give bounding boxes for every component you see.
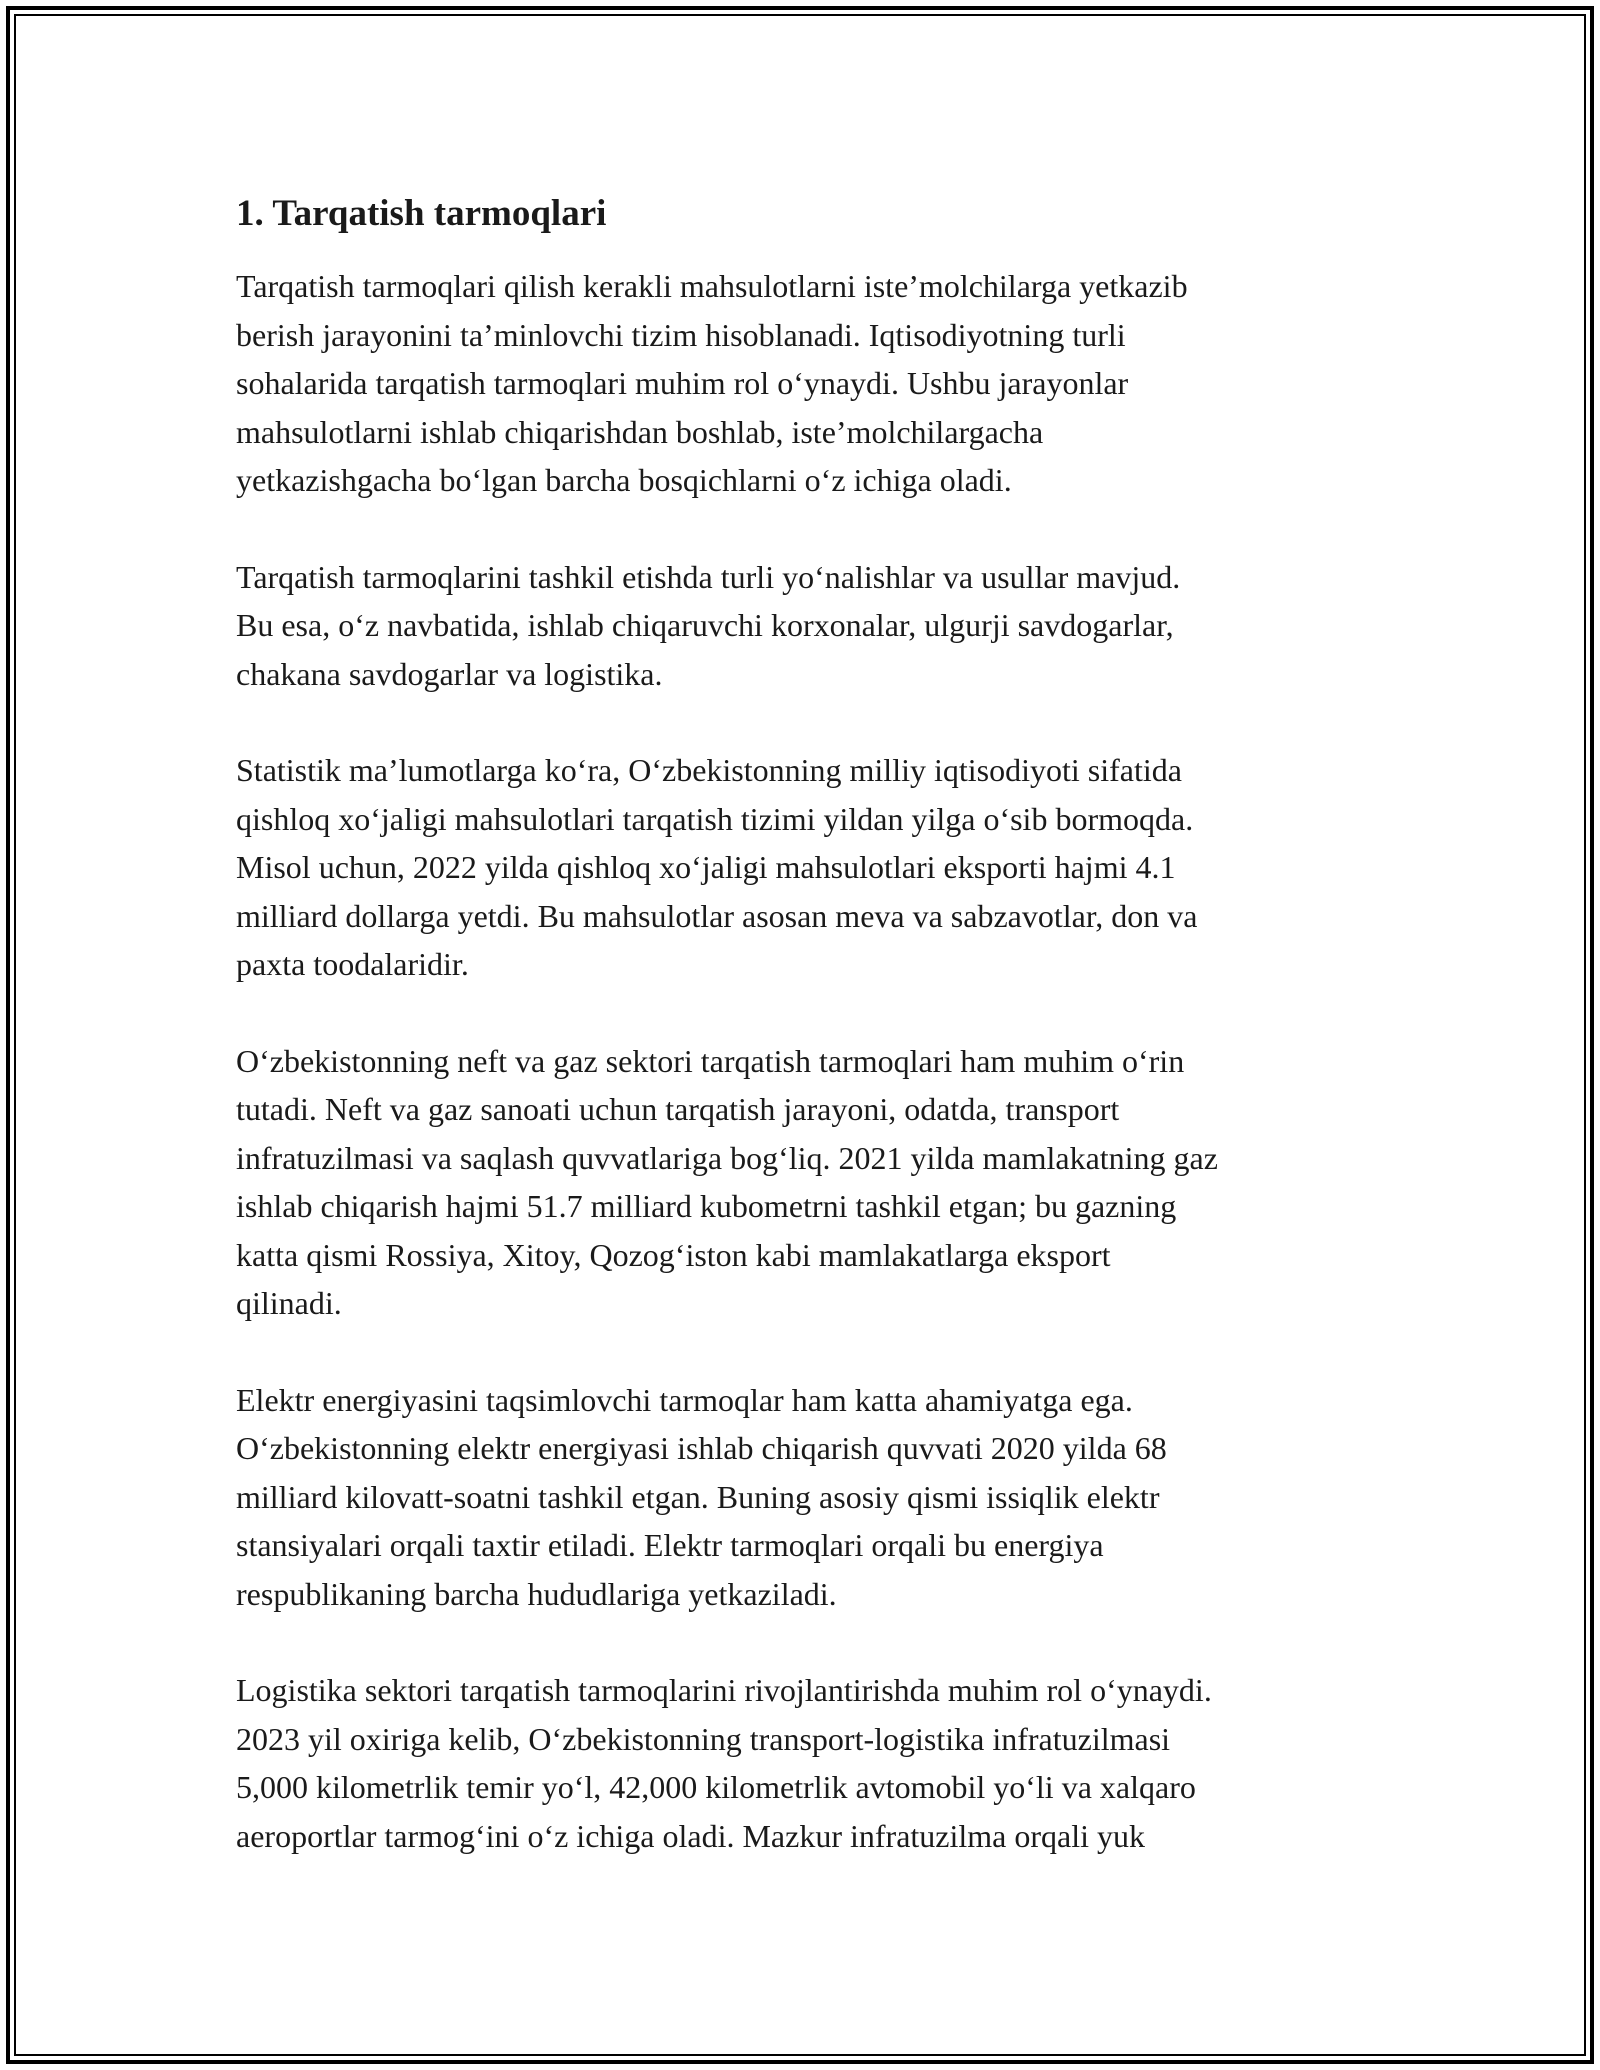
paragraph-4 xyxy=(236,1037,1366,1328)
text-line: milliard dollarga yetdi. Bu mahsulotlar asosan meva va sabzavotlar, don va xyxy=(236,897,1198,934)
text-line: Elektr energiyasini taqsimlovchi tarmoqlar ham katta ahamiyatga ega. xyxy=(236,1381,1133,1418)
text-line: Statistik ma’lumotlarga ko‘ra, O‘zbekistonning milliy iqtisodiyoti sifatida xyxy=(236,752,1182,788)
text-line: 5,000 kilometrlik temir yo‘l, 42,000 kilometrlik avtomobil yo‘li va xalqaro xyxy=(236,1769,1196,1805)
text-line: O‘zbekistonning neft va gaz sektori tarqatish tarmoqlari ham muhim o‘rin xyxy=(236,1042,1185,1079)
document-body xyxy=(236,262,1366,1860)
paragraph-5 xyxy=(236,1376,1366,1619)
text-line: qishloq xo‘jaligi mahsulotlari tarqatish tizimi yildan yilga o‘sib bormoqda. xyxy=(236,800,1194,837)
text-line: Tarqatish tarmoqlarini tashkil etishda turli yo‘nalishlar va usullar mavjud. xyxy=(236,558,1181,595)
text-line: Bu esa, o‘z navbatida, ishlab chiqaruvchi korxonalar, ulgurji savdogarlar, xyxy=(236,607,1174,643)
paragraph-1 xyxy=(236,262,1366,505)
section-heading: 1. Tarqatish tarmoqlari xyxy=(236,193,607,234)
paragraph-2 xyxy=(236,553,1366,699)
text-line: mahsulotlarni ishlab chiqarishdan boshlab, iste’molchilargacha xyxy=(236,413,1044,450)
paragraph-3 xyxy=(236,746,1366,989)
paragraph-6 xyxy=(236,1666,1366,1860)
text-line: infratuzilmasi va saqlash quvvatlariga bog‘liq. 2021 yilda mamlakatning gaz xyxy=(236,1139,1218,1176)
text-line: Misol uchun, 2022 yilda qishloq xo‘jaligi mahsulotlari eksporti hajmi 4.1 xyxy=(236,849,1176,885)
text-line: katta qismi Rossiya, Xitoy, Qozog‘iston kabi mamlakatlarga eksport xyxy=(236,1236,1111,1273)
text-line: aeroportlar tarmog‘ini o‘z ichiga oladi. Mazkur infratuzilma orqali yuk xyxy=(236,1817,1145,1854)
text-line: Logistika sektori tarqatish tarmoqlarini rivojlantirishda muhim rol o‘ynaydi. xyxy=(236,1672,1212,1708)
text-line: paxta toodalaridir. xyxy=(236,946,469,982)
text-line: tutadi. Neft va gaz sanoati uchun tarqatish jarayoni, odatda, transport xyxy=(236,1091,1120,1127)
text-line: yetkazishgacha bo‘lgan barcha bosqichlarni o‘z ichiga oladi. xyxy=(236,462,1012,498)
text-line: sohalarida tarqatish tarmoqlari muhim rol o‘ynaydi. Ushbu jarayonlar xyxy=(236,365,1129,401)
document-page xyxy=(236,190,1366,1908)
text-line: ishlab chiqarish hajmi 51.7 milliard kubometrni tashkil etgan; bu gazning xyxy=(236,1188,1177,1224)
text-line: O‘zbekistonning elektr energiyasi ishlab chiqarish quvvati 2020 yilda 68 xyxy=(236,1430,1167,1466)
text-line: respublikaning barcha hududlariga yetkaziladi. xyxy=(236,1575,837,1612)
text-line: qilinadi. xyxy=(236,1285,342,1321)
text-line: stansiyalari orqali taxtir etiladi. Elektr tarmoqlari orqali bu energiya xyxy=(236,1527,1104,1563)
text-line: 2023 yil oxiriga kelib, O‘zbekistonning transport-logistika infratuzilmasi xyxy=(236,1720,1171,1757)
text-line: Tarqatish tarmoqlari qilish kerakli mahsulotlarni iste’molchilarga yetkazib xyxy=(236,268,1188,304)
text-line: berish jarayonini ta’minlovchi tizim hisoblanadi. Iqtisodiyotning turli xyxy=(236,316,1126,353)
text-line: milliard kilovatt-soatni tashkil etgan. Buning asosiy qismi issiqlik elektr xyxy=(236,1478,1160,1515)
text-line: chakana savdogarlar va logistika. xyxy=(236,655,663,692)
